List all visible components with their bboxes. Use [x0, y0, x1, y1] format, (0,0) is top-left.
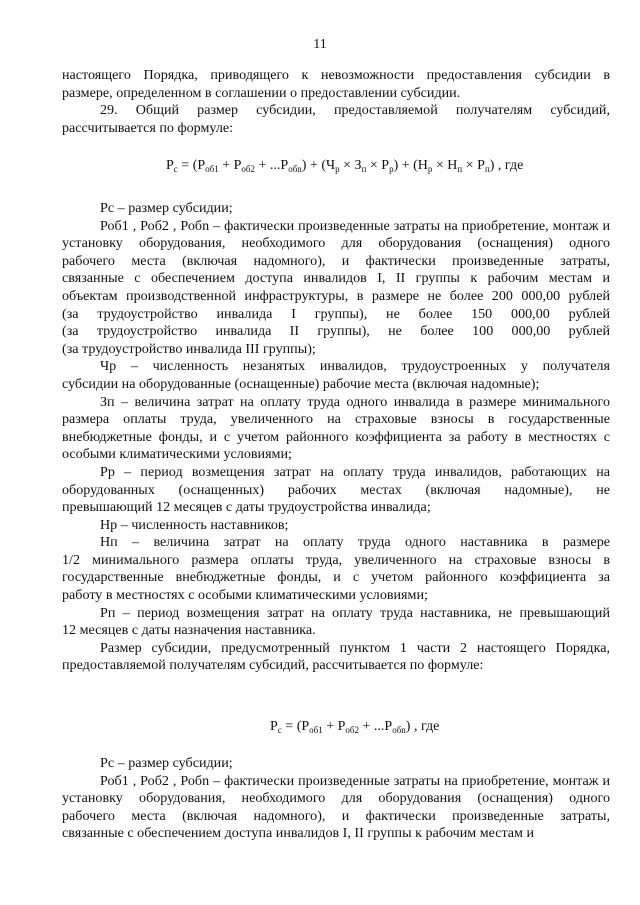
definition-item	[62, 464, 610, 517]
text-line: превышающий 12 месяцев с даты трудоустройства инвалида;	[62, 499, 431, 516]
definitions-block-1	[62, 200, 610, 675]
text-line: Чр – численность незанятых инвалидов, трудоустроенных у получателя	[100, 358, 610, 375]
definitions-block-2	[62, 755, 610, 843]
text-line: Рс – размер субсидии;	[100, 755, 233, 771]
text-line: размере, определенном в соглашении о предоставлении субсидии.	[62, 84, 461, 101]
paragraph-subsidy-point1	[62, 640, 610, 675]
text-line: рабочего места (включая надомного), и фактически произведенные затраты,	[62, 807, 610, 824]
text-line: настоящего Порядка, приводящего к невозможности предоставления субсидии в	[62, 67, 610, 83]
definition-item	[62, 517, 610, 535]
page-number: 11	[313, 37, 327, 52]
text-line: оборудованных (оснащенных) рабочих местах (включая надомные), не	[62, 481, 610, 498]
text-line: 12 месяцев с даты назначения наставника.	[62, 622, 316, 639]
definition-item	[62, 534, 610, 604]
text-line: Нр – численность наставников;	[100, 516, 289, 533]
text-line: объектам производственной инфраструктуры, в размере не более 200 000,00 рублей	[62, 287, 610, 304]
text-line: связанные с обеспечением доступа инвалидов I, II группы к рабочим местам и	[62, 825, 535, 842]
definition-item	[62, 358, 610, 393]
text-line: внебюджетные фонды, и с учетом районного коэффициента за работу в местностях с	[62, 428, 610, 445]
formula-subsidy-point1: $Р_с = (Р_{об1} + Р_{об2} + ...Р_{обn})$ , где	[270, 719, 440, 735]
text-line: 29. Общий размер субсидии, предоставляемой получателям субсидий,	[100, 102, 610, 119]
definition-item	[62, 773, 610, 843]
text-line: установку оборудования, необходимого для оборудования (оснащения) одного	[62, 790, 610, 807]
text-block-top	[62, 67, 610, 137]
formula-total-subsidy: $Р_с = (Р_{об1} + Р_{об2} + ...Р_{обn}) + (Ч_р \times З_п \times Р_р) + (Н_р \times Н_п \times Р_п)$ , где	[166, 158, 524, 174]
definition-item	[62, 755, 610, 773]
text-line: (за трудоустройство инвалида II группы), не более 100 000,00 рублей	[62, 323, 610, 340]
text-line: работу в местностях с особыми климатическими условиями;	[62, 587, 428, 604]
text-line: государственные внебюджетные фонды, и с учетом районного коэффициента за	[62, 569, 610, 586]
text-line: особыми климатическими условиями;	[62, 446, 292, 463]
definition-item	[62, 200, 610, 218]
text-line: Размер субсидии, предусмотренный пунктом 1 части 2 настоящего Порядка,	[100, 639, 610, 656]
text-line: Нп – величина затрат на оплату труда одного наставника в размере	[100, 534, 610, 551]
text-line: Рр – период возмещения затрат на оплату труда инвалидов, работающих на	[100, 463, 610, 480]
paragraph-continued	[62, 67, 610, 102]
definition-item	[62, 605, 610, 640]
text-line: Роб1 , Роб2 , Робn – фактически произведенные затраты на приобретение, монтаж и	[100, 772, 610, 789]
text-line: Рп – период возмещения затрат на оплату труда наставника, не превышающий	[100, 604, 610, 621]
text-line: рабочего места (включая надомного), и фактически произведенные затраты,	[62, 252, 610, 269]
definition-item	[62, 394, 610, 464]
text-line: установку оборудования, необходимого для оборудования (оснащения) одного	[62, 235, 610, 252]
text-line: рассчитывается по формуле:	[62, 119, 234, 136]
text-line: связанные с обеспечением доступа инвалидов I, II группы к рабочим местам и	[62, 270, 610, 287]
text-line: размера оплаты труда, увеличенного на страховые взносы в государственные	[62, 411, 610, 428]
text-line: (за трудоустройство инвалида III группы);	[62, 340, 316, 357]
text-line: Роб1 , Роб2 , Робn – фактически произведенные затраты на приобретение, монтаж и	[100, 217, 610, 234]
text-line: (за трудоустройство инвалида I группы), не более 150 000,00 рублей	[62, 305, 610, 322]
text-line: Рс – размер субсидии;	[100, 200, 233, 216]
paragraph-29	[62, 102, 610, 137]
text-line: Зп – величина затрат на оплату труда одного инвалида в размере минимального	[100, 393, 610, 410]
text-line: предоставляемой получателям субсидий, рассчитывается по формуле:	[62, 657, 484, 674]
text-line: 1/2 минимального размера оплаты труда, увеличенного на страховые взносы в	[62, 551, 610, 568]
definition-item	[62, 218, 610, 359]
text-line: субсидии на оборудованные (оснащенные) рабочие места (включая надомные);	[62, 375, 540, 392]
